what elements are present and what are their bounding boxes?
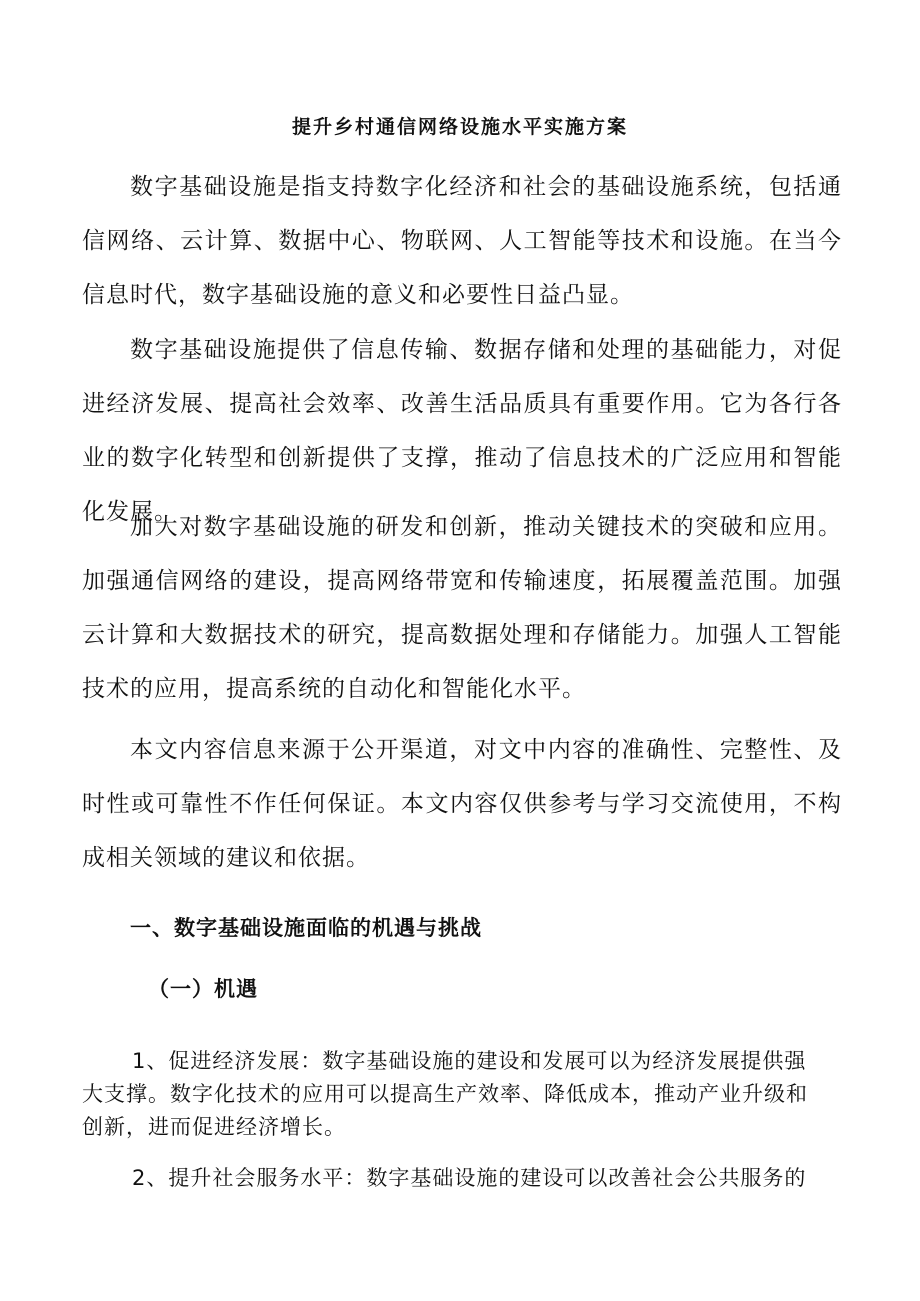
list-item: 1、促进经济发展：数字基础设施的建设和发展可以为经济发展提供强大支撑。数字化技术的应用可以提高生产效率、降低成本，推动产业升级和创新，进而促进经济增长。 <box>82 1049 808 1139</box>
section-heading: 一、数字基础设施面临的机遇与挑战 <box>130 916 482 940</box>
subsection-heading: （一）机遇 <box>148 977 258 1001</box>
intro-paragraph-2: 数字基础设施提供了信息传输、数据存储和处理的基础能力，对促进经济发展、提高社会效率、改善生活品质具有重要作用。它为各行各业的数字化转型和创新提供了支撑，推动了信息技术的广泛应用和智能化发展。 <box>82 337 842 525</box>
list-item: 2、提升社会服务水平：数字基础设施的建设可以改善社会公共服务的 <box>132 1166 807 1190</box>
intro-paragraph-3: 加大对数字基础设施的研发和创新，推动关键技术的突破和应用。加强通信网络的建设，提高网络带宽和传输速度，拓展覆盖范围。加强云计算和大数据技术的研究，提高数据处理和存储能力。加强人工智能技术的应用，提高系统的自动化和智能化水平。 <box>82 514 842 702</box>
intro-paragraph-1: 数字基础设施是指支持数字化经济和社会的基础设施系统，包括通信网络、云计算、数据中心、物联网、人工智能等技术和设施。在当今信息时代，数字基础设施的意义和必要性日益凸显。 <box>82 174 842 308</box>
intro-paragraph-4: 本文内容信息来源于公开渠道，对文中内容的准确性、完整性、及时性或可靠性不作任何保证。本文内容仅供参考与学习交流使用，不构成相关领域的建议和依据。 <box>82 737 842 871</box>
document-title: 提升乡村通信网络设施水平实施方案 <box>291 116 628 138</box>
